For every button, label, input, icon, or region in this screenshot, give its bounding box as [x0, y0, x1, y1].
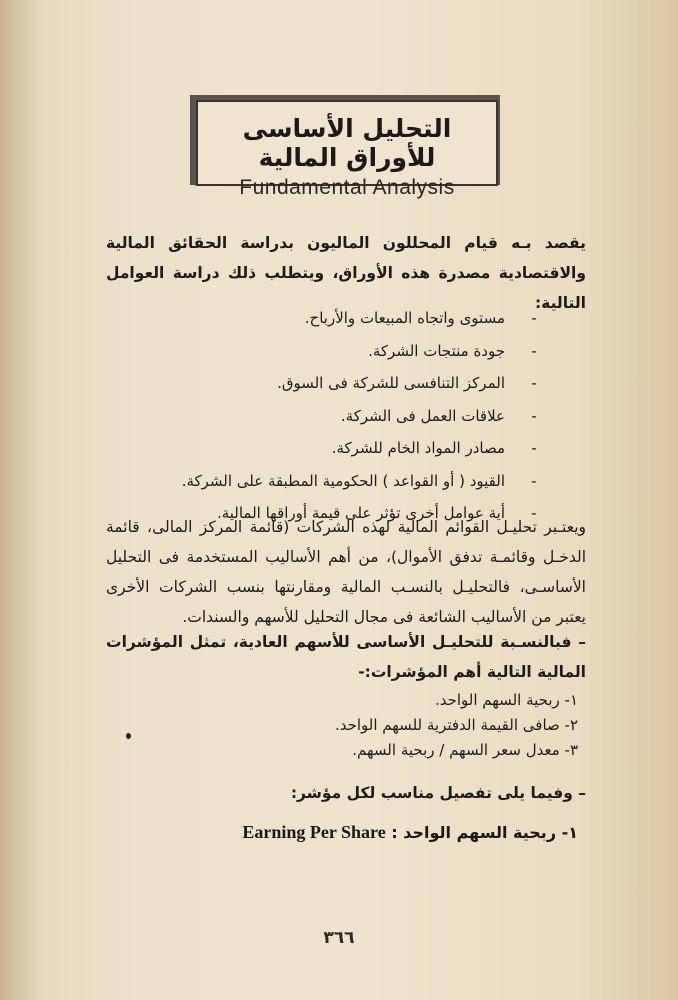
list-item — [143, 336, 563, 369]
title-box — [196, 100, 498, 199]
factor-text: مصادر المواد الخام للشركة. — [331, 439, 505, 457]
list-item — [143, 401, 563, 434]
dash: - — [531, 471, 537, 490]
details-intro-paragraph — [106, 778, 586, 808]
list-item — [143, 368, 563, 401]
factor-text: المركز التنافسى للشركة فى السوق. — [277, 374, 505, 392]
indicators-intro-paragraph — [106, 627, 586, 687]
dash: - — [531, 439, 537, 457]
eps-arabic: ١- ربحية السهم الواحد : — [391, 823, 578, 842]
intro-text: يقصد بـه قيام المحللون الماليون بدراسة الحقائق المالية والاقتصادية مصدرة هذه الأوراق، ويتطلب ذلك دراسة العوامل التالية: — [106, 234, 586, 312]
dash: - — [531, 406, 537, 425]
list-item — [143, 433, 563, 466]
financial-statements-paragraph — [106, 512, 586, 632]
factor-text: أية عوامل أخرى تؤثر على قيمة أوراقها المالية. — [216, 504, 505, 522]
paragraph-text: – فبالنسـبة للتحليـل الأساسى للأسهم العادية، تمثل المؤشرات المالية التالية أهم المؤشرات:- — [106, 633, 586, 681]
paragraph-text: ويعتـبر تحليـل القوائم المالية لهذه الشركات (قائمة المركز المالى، قائمة الدخـل وقائمـة تدفق الأموال)، من أهم الأساليب المستخدمة فى التحليل الأساسـى، فالتحليـل بالنسـب المالية ومقارنتها بنسب الشركات الأخرى يعتبر من الأساليب الشائعة فى مجال التحليل للأسهم والسندات. — [106, 518, 586, 626]
eps-english: Earning Per Share — [242, 822, 386, 842]
factor-text: مستوى واتجاه المبيعات والأرباح. — [304, 309, 505, 327]
factor-text: القيود ( أو القواعد ) الحكومية المطبقة على الشركة. — [181, 471, 505, 490]
paragraph-text: – وفيما يلى تفصيل مناسب لكل مؤشر: — [290, 784, 586, 802]
list-item: ٣- معدل سعر السهم / ربحية السهم. — [352, 741, 578, 759]
factor-text: علاقات العمل فى الشركة. — [340, 406, 505, 425]
dash: - — [531, 374, 537, 392]
dash: - — [531, 504, 537, 522]
factor-text: جودة منتجات الشركة. — [368, 341, 505, 360]
list-item: ١- ربحية السهم الواحد. — [434, 691, 578, 709]
ink-dot — [126, 733, 131, 739]
heading-arabic: التحليل الأساسى للأوراق المالية — [242, 114, 452, 172]
dash: - — [531, 341, 537, 360]
eps-heading — [242, 822, 578, 843]
page-number: ٣٦٦ — [323, 928, 355, 948]
indicators-list — [158, 688, 578, 763]
list-item — [143, 466, 563, 499]
list-item: ٢- صافى القيمة الدفترية للسهم الواحد. — [334, 716, 578, 734]
dash: - — [531, 309, 537, 327]
list-item — [143, 303, 563, 336]
heading-english: Fundamental Analysis — [239, 176, 455, 199]
factors-list — [143, 303, 563, 531]
